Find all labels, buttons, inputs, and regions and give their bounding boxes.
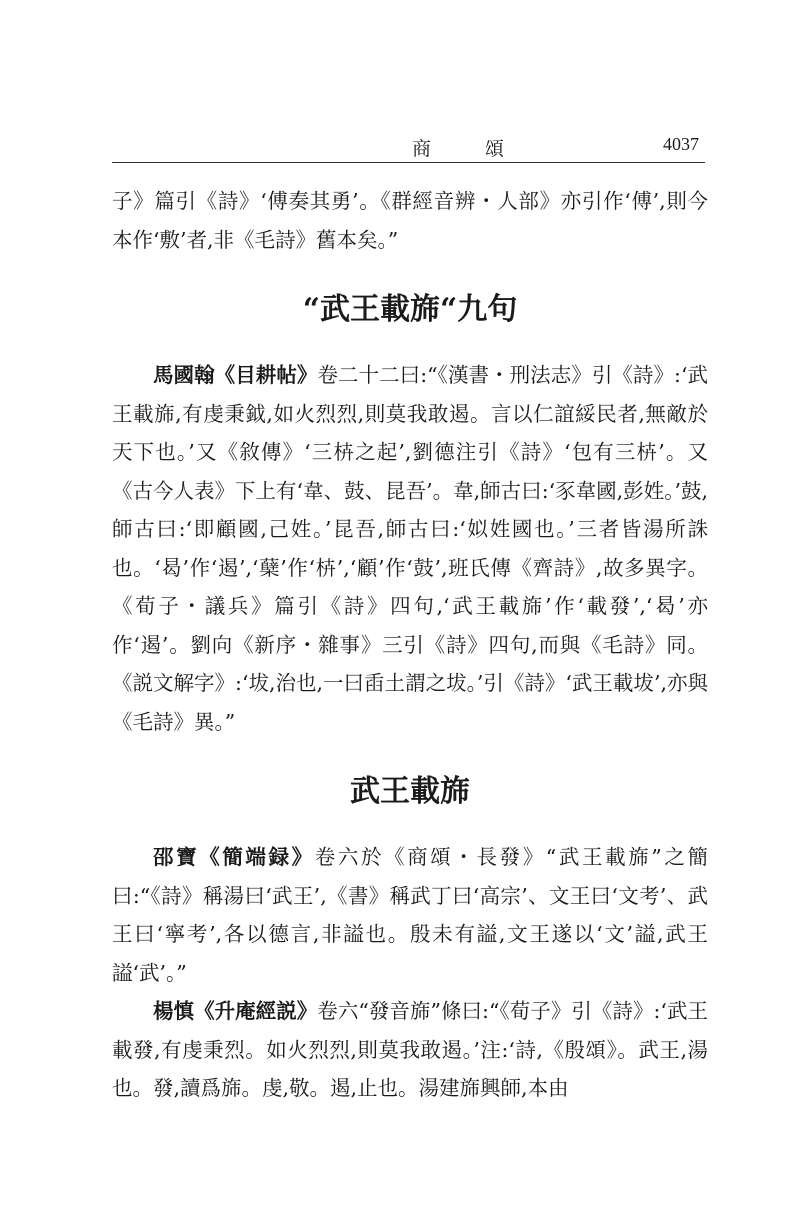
paragraph-body: 卷六“發音旆”條曰:“《荀子》引《詩》:‘武王載發,有虔秉烈。如火烈烈,則莫我敢遏。’注:‘詩,《殷頌》。武王,湯也。發,讀爲旆。虔,敬。遏,止也。湯建旆興師,本由 [112,999,708,1100]
section-heading-2: 武王載旆 [350,774,470,809]
paragraph-shao-bao [112,838,708,992]
paragraph-body: 卷二十二曰:“《漢書・刑法志》引《詩》:‘武王載旆,有虔秉鉞,如火烈烈,則莫我敢遏。言以仁誼綏民者,無敵於天下也。’又《敘傳》‘三枿之起’,劉德注引《詩》‘包有三枿’。又《古今人表》下上有‘韋、鼓、昆吾’。韋,師古曰:‘豕韋國,彭姓。’鼓,師古曰:‘即顧國,己姓。’昆吾,師古曰:‘姒姓國也。’三者皆湯所誅也。‘曷’作‘遏’,‘蘖’作‘枿’,‘顧’作‘鼓’,班氏傳《齊詩》,故多異字。《荀子・議兵》篇引《詩》四句,‘武王載旆’作‘載發’,‘曷’亦作‘遏’。劉向《新序・雜事》三引《詩》四句,而與《毛詩》同。《説文解字》:‘坺,治也,一曰臿土謂之坺。’引《詩》‘武王載坺’,亦與《毛詩》異。” [112,363,709,734]
page-header [112,128,705,163]
continued-paragraph: 子》篇引《詩》‘傅奏其勇’。《群經音辨・人部》亦引作‘傅’,則今本作‘敷’者,非《毛詩》舊本矣。” [112,189,708,252]
paragraph-ma-guohan [112,356,708,741]
source-citation: 楊慎《升庵經説》 [153,999,318,1023]
running-title: 商 頌 [412,138,529,160]
paragraph-yang-shen [112,992,708,1108]
page-number: 4037 [663,134,699,154]
source-citation: 邵寶《簡端録》 [153,845,315,869]
paragraph-body: 卷六於《商頌・長發》“武王載旆”之簡曰:“《詩》稱湯曰‘武王’,《書》稱武丁曰‘高宗’、文王曰‘文考’、武王曰‘寧考’,各以德言,非謚也。殷未有謚,文王遂以‘文’謚,武王謚‘武’。” [112,845,709,985]
section-heading-1: “武王載旆“九句 [302,292,518,327]
source-citation: 馬國翰《目耕帖》 [153,363,318,387]
